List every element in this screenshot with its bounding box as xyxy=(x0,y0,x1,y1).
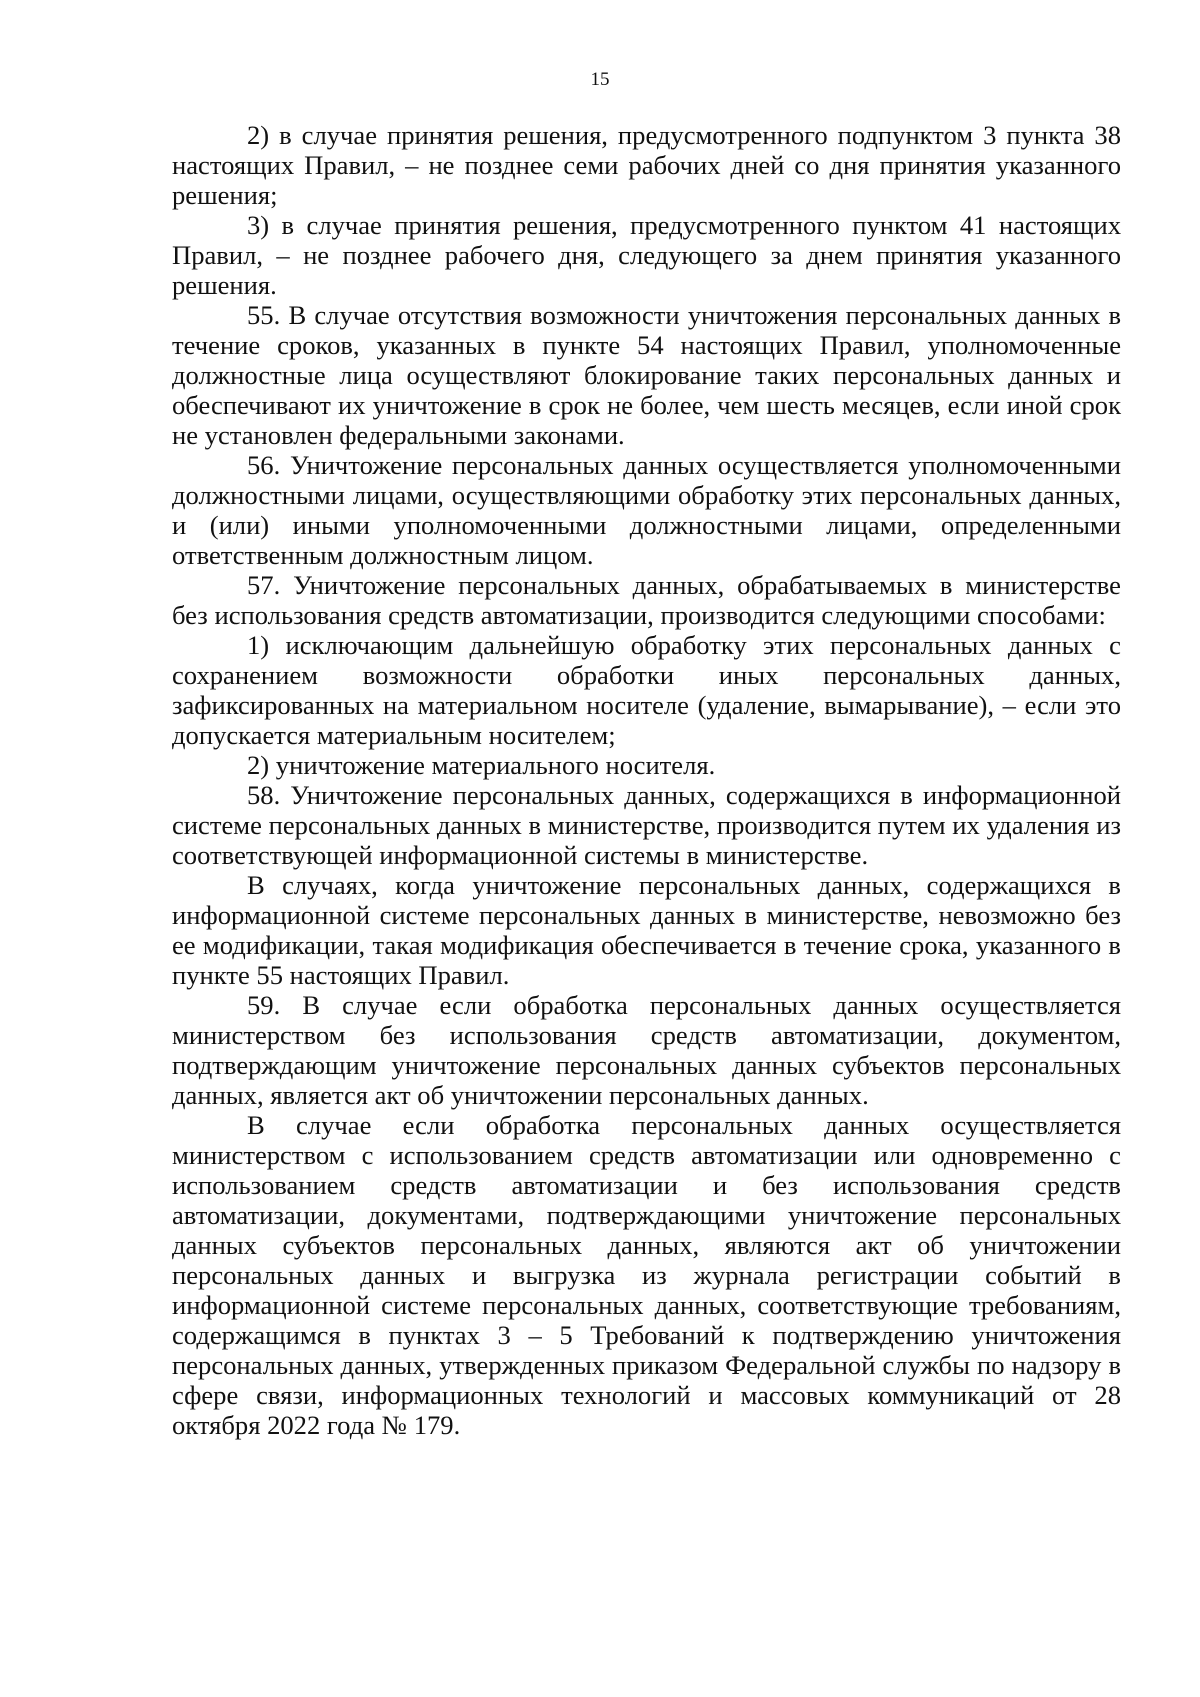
page-number: 15 xyxy=(590,69,610,90)
paragraph-59: 59. В случае если обработка персональных данных осуществляется министерством без использования средств автоматизации, документом, подтверждающим уничтожение персональных данных субъектов персональных данных, является акт об уничтожении персональных данных. xyxy=(172,990,1121,1110)
paragraph-56: 56. Уничтожение персональных данных осуществляется уполномоченными должностными лицами, осуществляющими обработку этих персональных данных, и (или) иными уполномоченными должностными лицами, определенными ответственным должностным лицом. xyxy=(172,450,1121,570)
paragraph-59-continuation: В случае если обработка персональных данных осуществляется министерством с использованием средств автоматизации или одновременно с использованием средств автоматизации и без использования средств автоматизации, документами, подтверждающими уничтожение персональных данных субъектов персональных данных, являются акт об уничтожении персональных данных и выгрузка из журнала регистрации событий в информационной системе персональных данных, соответствующие требованиям, содержащимся в пунктах 3 – 5 Требований к подтверждению уничтожения персональных данных, утвержденных приказом Федеральной службы по надзору в сфере связи, информационных технологий и массовых коммуникаций от 28 октября 2022 года № 179. xyxy=(172,1110,1121,1440)
document-body xyxy=(172,120,1121,1440)
paragraph-58: 58. Уничтожение персональных данных, содержащихся в информационной системе персональных данных в министерстве, производится путем их удаления из соответствующей информационной системы в министерстве. xyxy=(172,780,1121,870)
paragraph-item-2: 2) в случае принятия решения, предусмотренного подпунктом 3 пункта 38 настоящих Правил, – не позднее семи рабочих дней со дня принятия указанного решения; xyxy=(172,120,1121,210)
paragraph-57: 57. Уничтожение персональных данных, обрабатываемых в министерстве без использования средств автоматизации, производится следующими способами: xyxy=(172,570,1121,630)
paragraph-57-item-2: 2) уничтожение материального носителя. xyxy=(247,750,716,780)
paragraph-item-3: 3) в случае принятия решения, предусмотренного пунктом 41 настоящих Правил, – не позднее рабочего дня, следующего за днем принятия указанного решения. xyxy=(172,210,1121,300)
paragraph-57-item-1: 1) исключающим дальнейшую обработку этих персональных данных с сохранением возможности обработки иных персональных данных, зафиксированных на материальном носителе (удаление, вымарывание), – если это допускается материальным носителем; xyxy=(172,630,1121,750)
paragraph-55: 55. В случае отсутствия возможности уничтожения персональных данных в течение сроков, указанных в пункте 54 настоящих Правил, уполномоченные должностные лица осуществляют блокирование таких персональных данных и обеспечивают их уничтожение в срок не более, чем шесть месяцев, если иной срок не установлен федеральными законами. xyxy=(172,300,1121,450)
paragraph-58-continuation: В случаях, когда уничтожение персональных данных, содержащихся в информационной системе персональных данных в министерстве, невозможно без ее модификации, такая модификация обеспечивается в течение срока, указанного в пункте 55 настоящих Правил. xyxy=(172,870,1121,990)
